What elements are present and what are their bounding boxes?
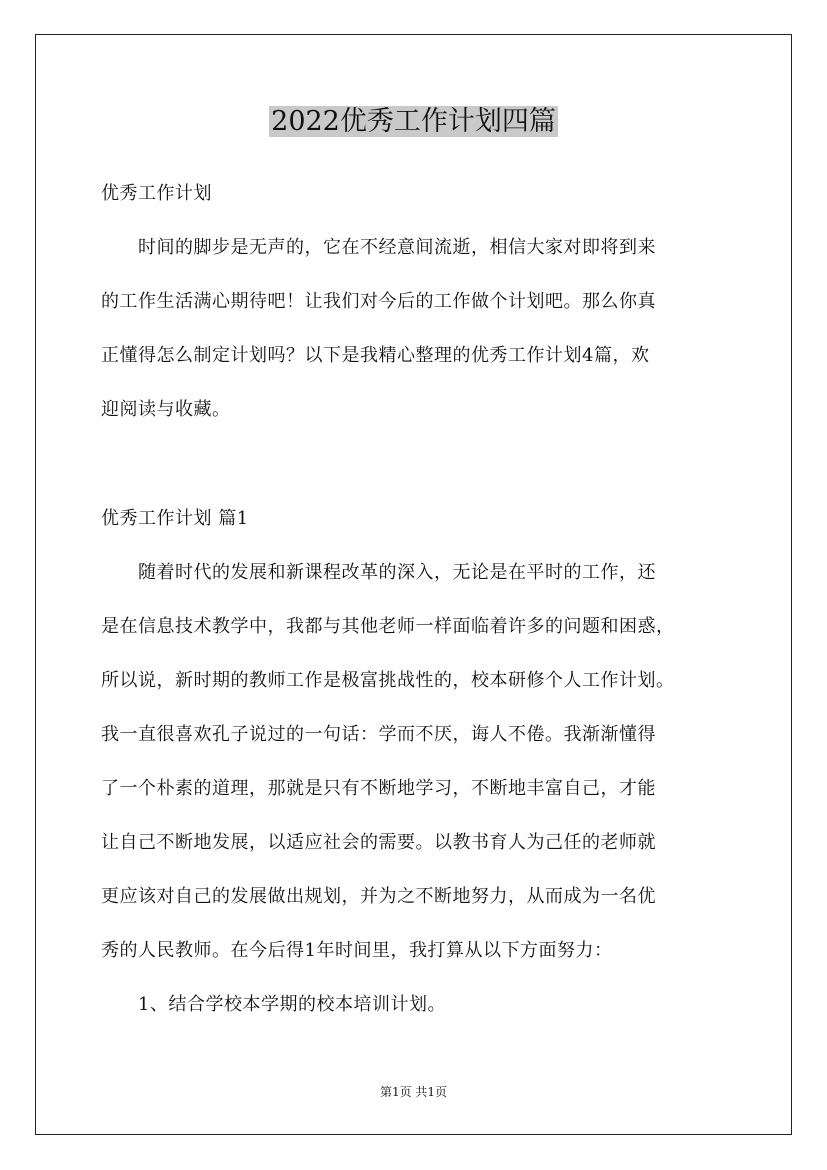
document-title	[0, 100, 827, 144]
intro-line-1: 时间的脚步是无声的，它在不经意间流逝，相信大家对即将到来	[138, 237, 656, 258]
intro-line-3: 正懂得怎么制定计划吗？以下是我精心整理的优秀工作计划4篇，欢	[101, 345, 650, 366]
list-item-1: 1、结合学校本学期的校本培训计划。	[138, 994, 446, 1015]
section1-line-5: 了一个朴素的道理，那就是只有不断地学习，不断地丰富自己，才能	[101, 778, 656, 799]
section1-line-6: 让自己不断地发展，以适应社会的需要。以教书育人为己任的老师就	[101, 832, 656, 853]
section1-heading: 优秀工作计划 篇1	[101, 508, 249, 529]
section1-line-7: 更应该对自己的发展做出规划，并为之不断地努力，从而成为一名优	[101, 886, 656, 907]
section1-line-8: 秀的人民教师。在今后得1年时间里，我打算从以下方面努力：	[101, 940, 613, 961]
intro-line-2: 的工作生活满心期待吧！让我们对今后的工作做个计划吧。那么你真	[101, 291, 656, 312]
section1-line-1: 随着时代的发展和新课程改革的深入，无论是在平时的工作，还	[138, 562, 656, 583]
page-footer: 第1页 共1页	[379, 1085, 448, 1099]
title-text: 2022优秀工作计划四篇	[271, 106, 556, 137]
section1-line-3: 所以说，新时期的教师工作是极富挑战性的，校本研修个人工作计划。	[101, 670, 675, 691]
intro-heading: 优秀工作计划	[101, 183, 212, 204]
intro-line-4: 迎阅读与收藏。	[101, 399, 231, 420]
section1-line-2: 是在信息技术教学中，我都与其他老师一样面临着许多的问题和困惑，	[101, 616, 675, 637]
section1-line-4: 我一直很喜欢孔子说过的一句话：学而不厌，诲人不倦。我渐渐懂得	[101, 724, 656, 745]
